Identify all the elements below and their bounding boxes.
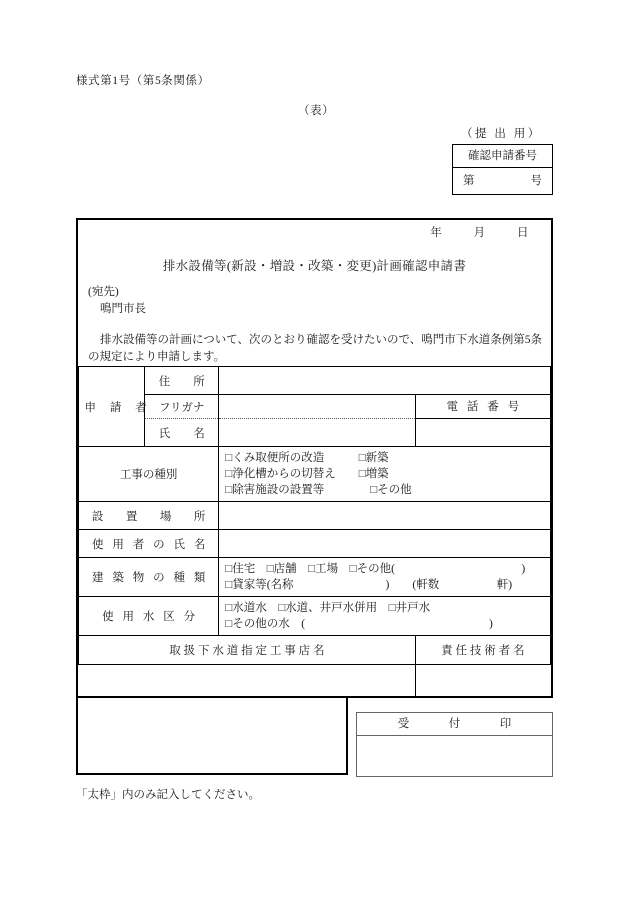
- address-input-cell[interactable]: [219, 367, 551, 395]
- work-type-option-list: [219, 447, 550, 501]
- confirmation-number-box: [452, 144, 553, 195]
- addressee-block: [88, 284, 146, 318]
- submission-copy-label: （提 出 用）: [461, 128, 542, 140]
- applicant-label: 申 請 者: [84, 401, 153, 414]
- water-type-option-list: [219, 597, 550, 635]
- addressee-label: (宛先): [88, 286, 119, 298]
- contractor-input-cell[interactable]: [79, 665, 416, 699]
- name-label: 氏 名: [158, 427, 205, 440]
- address-label: 住 所: [158, 375, 205, 388]
- address-label-cell: [145, 367, 219, 395]
- water-type-option-2[interactable]: □その他の水 ( ): [225, 618, 493, 630]
- work-type-label-cell: [79, 447, 219, 502]
- install-place-label: 設 置 場 所: [91, 510, 211, 523]
- footnote-text: 「太枠」内のみ記入してください。: [76, 789, 260, 801]
- receipt-stamp-area[interactable]: [357, 736, 552, 776]
- contractor-label-cell: [79, 636, 416, 665]
- side-label: （表）: [298, 105, 335, 117]
- user-name-input-cell[interactable]: [219, 530, 551, 558]
- technician-label-cell: [415, 636, 550, 665]
- water-type-label-cell: [79, 597, 219, 636]
- name-input-cell[interactable]: [219, 419, 415, 447]
- work-type-label: 工事の種別: [119, 469, 178, 481]
- confirmation-number-title: 確認申請番号: [453, 145, 552, 168]
- telephone-label-area: [416, 396, 550, 419]
- building-type-option-2[interactable]: □貸家等(名称 ) (軒数 軒): [225, 579, 513, 591]
- building-type-option-1[interactable]: □住宅 □店舗 □工場 □その他( ): [225, 563, 526, 575]
- technician-label: 責 任 技 術 者 名: [441, 645, 525, 657]
- telephone-input-area[interactable]: [416, 419, 550, 445]
- install-place-label-cell: [79, 502, 219, 530]
- telephone-cell[interactable]: [415, 395, 550, 447]
- date-month-label: 月: [473, 227, 486, 239]
- table-row-work-type: [79, 447, 551, 502]
- date-line: [78, 224, 551, 240]
- furigana-input-cell[interactable]: [219, 395, 415, 419]
- addressee-name: 鳴門市長: [100, 303, 146, 315]
- form-number-label: 様式第1号（第5条関係）: [76, 75, 210, 87]
- date-day-label: 日: [517, 227, 529, 239]
- main-frame-lower-extension: [76, 696, 348, 775]
- application-table: [78, 366, 551, 698]
- date-year-label: 年: [430, 227, 443, 239]
- work-type-option-2[interactable]: □浄化槽からの切替え □増築: [225, 468, 389, 480]
- contractor-label: 取 扱 下 水 道 指 定 工 事 店 名: [169, 645, 325, 657]
- receipt-stamp-title: 受 付 印: [357, 713, 552, 736]
- table-row-building-type: [79, 558, 551, 597]
- building-type-label: 建 築 物 の 種 類: [91, 572, 209, 584]
- technician-input-cell[interactable]: [415, 665, 550, 699]
- user-name-label-cell: [79, 530, 219, 558]
- water-type-option-1[interactable]: □水道水 □水道、井戸水併用 □井戸水: [225, 602, 431, 614]
- confirmation-number-value[interactable]: [453, 168, 552, 194]
- document-title: 排水設備等(新設・増設・改築・変更)計画確認申請書: [162, 259, 467, 273]
- table-row-user-name: [79, 530, 551, 558]
- water-type-label: 使 用 水 区 分: [102, 611, 199, 623]
- main-form-frame: [76, 218, 553, 698]
- work-type-option-1[interactable]: □くみ取便所の改造 □新築: [225, 452, 389, 464]
- receipt-stamp-box: [356, 712, 553, 777]
- table-row-water-type: [79, 597, 551, 636]
- building-type-options-cell[interactable]: [219, 558, 551, 597]
- table-row-contractor-headers: [79, 636, 551, 665]
- applicant-label-cell: [79, 367, 153, 447]
- install-place-input-cell[interactable]: [219, 502, 551, 530]
- name-label-cell: [145, 419, 219, 447]
- furigana-label-cell: [145, 395, 219, 419]
- building-type-label-cell: [79, 558, 219, 597]
- confirmation-number-suffix: 号: [530, 175, 542, 187]
- water-type-options-cell[interactable]: [219, 597, 551, 636]
- confirmation-number-prefix: 第: [463, 175, 475, 187]
- user-name-label: 使 用 者 の 氏 名: [91, 538, 209, 551]
- work-type-option-3[interactable]: □除害施設の設置等 □その他: [225, 484, 412, 496]
- telephone-label: 電 話 番 号: [446, 401, 523, 413]
- table-row-address: [79, 367, 551, 395]
- table-row-contractor-entry: [79, 665, 551, 699]
- work-type-options-cell[interactable]: [219, 447, 551, 502]
- table-row-install-place: [79, 502, 551, 530]
- building-type-option-list: [219, 558, 550, 596]
- body-text: 排水設備等の計画について、次のとおり確認を受けたいので、鳴門市下水道条例第5条の規定により申請します。: [88, 334, 543, 363]
- furigana-label: フリガナ: [158, 401, 205, 414]
